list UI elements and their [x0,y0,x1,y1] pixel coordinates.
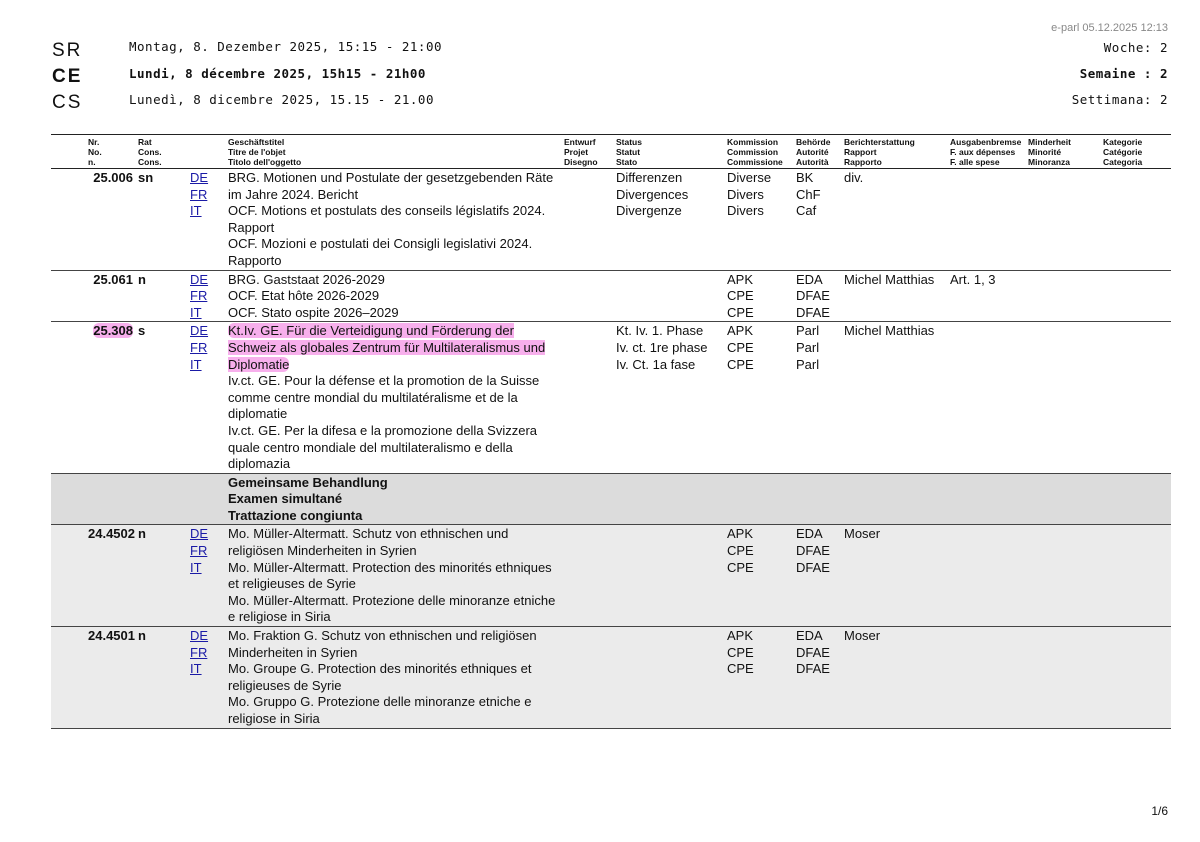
item-title: BRG. Gaststaat 2026-2029 OCF. Etat hôte 2026-2029 OCF. Stato ospite 2026–2029 [225,270,561,322]
logo-ce: CE [52,66,83,87]
item-number: 24.4502 [85,525,135,627]
item-number [85,322,135,473]
link-it[interactable]: IT [190,203,202,219]
table-row [51,525,1171,627]
link-de[interactable]: DE [190,526,209,542]
item-commission: APK CPE CPE [724,322,793,473]
logo-cs: CS [52,92,83,113]
col-kommission: Kommission Commission Commissione [724,135,793,169]
link-it[interactable]: IT [190,559,202,575]
col-minderheit: Minderheit Minorité Minoranza [1025,135,1100,169]
item-authority: EDA DFAE DFAE [793,525,841,627]
item-authority: EDA DFAE DFAE [793,270,841,322]
item-authority: EDA DFAE DFAE [793,627,841,729]
week-it: Settimana: 2 [1071,92,1168,107]
col-kategorie: Kategorie Catégorie Categoria [1100,135,1171,169]
item-authority: BK ChF Caf [793,169,841,271]
agenda-table [51,134,1171,729]
table-row [51,322,1171,473]
link-fr[interactable]: FR [190,186,208,202]
item-status: Differenzen Divergences Divergenze [613,169,724,271]
item-commission: APK CPE CPE [724,270,793,322]
table-row [51,169,1171,271]
col-behoerde: Behörde Autorité Autorità [793,135,841,169]
link-de[interactable]: DE [190,271,209,287]
link-fr[interactable]: FR [190,543,208,559]
item-rapporteur: Moser [841,525,947,627]
link-it[interactable]: IT [190,356,202,372]
col-status: Status Statut Stato [613,135,724,169]
joint-treatment-label: Gemeinsame Behandlung Examen simultané Trattazione congiunta [225,473,561,525]
joint-treatment-row [51,473,1171,525]
item-number: 25.061 [85,270,135,322]
item-title: Mo. Müller-Altermatt. Schutz von ethnischen und religiösen Minderheiten in Syrien Mo. Müller-Altermatt. Protection des minorités ethniques et religieuses de Syrie Mo. Müller-Altermatt. Protezione delle minoranze etniche e religiose in Siria [225,525,561,627]
item-title: Kt.Iv. GE. Für die Verteidigung und Förderung der Schweiz als globales Zentrum für Multilateralismus und Diplomatie Iv.ct. GE. Pour la défense et la promotion de la Suisse comme centre mondial du multilatéralisme et de la diplomatie Iv.ct. GE. Per la difesa e la promozione della Svizzera quale centro mondiale del multilateralismo e della diplomazia [225,322,561,473]
item-number: 24.4501 [85,627,135,729]
council: n [135,627,187,729]
item-commission: APK CPE CPE [724,525,793,627]
date-it: Lunedì, 8 dicembre 2025, 15.15 - 21.00 [129,92,434,107]
eparl-timestamp: e-parl 05.12.2025 12:13 [1051,22,1168,34]
item-title: Mo. Fraktion G. Schutz von ethnischen und religiösen Minderheiten in Syrien Mo. Groupe G. Protection des minorités ethniques et religieuses de Syrie Mo. Gruppo G. Protezione delle minoranze etniche e religiose in Siria [225,627,561,729]
col-titel: Geschäftstitel Titre de l'objet Titolo dell'oggetto [225,135,561,169]
date-fr: Lundi, 8 décembre 2025, 15h15 - 21h00 [129,66,426,81]
item-commission: APK CPE CPE [724,627,793,729]
highlight-mark: 25.308 [93,323,133,339]
item-commission: Diverse Divers Divers [724,169,793,271]
council: n [135,525,187,627]
item-rapporteur: Michel Matthias [841,270,947,322]
page-number: 1/6 [1151,804,1168,818]
council: n [135,270,187,322]
link-de[interactable]: DE [190,323,209,339]
table-header [51,135,1171,169]
date-de: Montag, 8. Dezember 2025, 15:15 - 21:00 [129,39,442,54]
highlight-mark: Kt.Iv. GE. Für die Verteidigung und Förderung der Schweiz als globales Zentrum für Multilateralismus und Diplomatie [228,323,546,372]
link-it[interactable]: IT [190,304,202,320]
link-it[interactable]: IT [190,661,202,677]
link-fr[interactable]: FR [190,644,208,660]
item-status: Kt. Iv. 1. Phase Iv. ct. 1re phase Iv. Ct. 1a fase [613,322,724,473]
item-authority: Parl Parl Parl [793,322,841,473]
col-ausgaben: Ausgabenbremse F. aux dépenses F. alle spese [947,135,1025,169]
table-row [51,627,1171,729]
item-rapporteur: Moser [841,627,947,729]
col-entwurf: Entwurf Projet Disegno [561,135,613,169]
link-fr[interactable]: FR [190,339,208,355]
col-rat: Rat Cons. Cons. [135,135,187,169]
table-row [51,270,1171,322]
council: sn [135,169,187,271]
item-spending-brake: Art. 1, 3 [947,270,1025,322]
col-nr: Nr. No. n. [85,135,135,169]
item-rapporteur: Michel Matthias [841,322,947,473]
item-rapporteur: div. [841,169,947,271]
link-fr[interactable]: FR [190,288,208,304]
link-de[interactable]: DE [190,628,209,644]
logo-sr: SR [52,40,83,61]
week-fr: Semaine : 2 [1079,66,1168,81]
council: s [135,322,187,473]
link-de[interactable]: DE [190,170,209,185]
col-bericht: Berichterstattung Rapport Rapporto [841,135,947,169]
item-number: 25.006 [85,169,135,271]
week-de: Woche: 2 [1103,40,1168,55]
item-title: BRG. Motionen und Postulate der gesetzgebenden Räte im Jahre 2024. Bericht OCF. Motions et postulats des conseils législatifs 2024. Rapport OCF. Mozioni e postulati dei Consigli legislativi 2024. Rapporto [225,169,561,271]
